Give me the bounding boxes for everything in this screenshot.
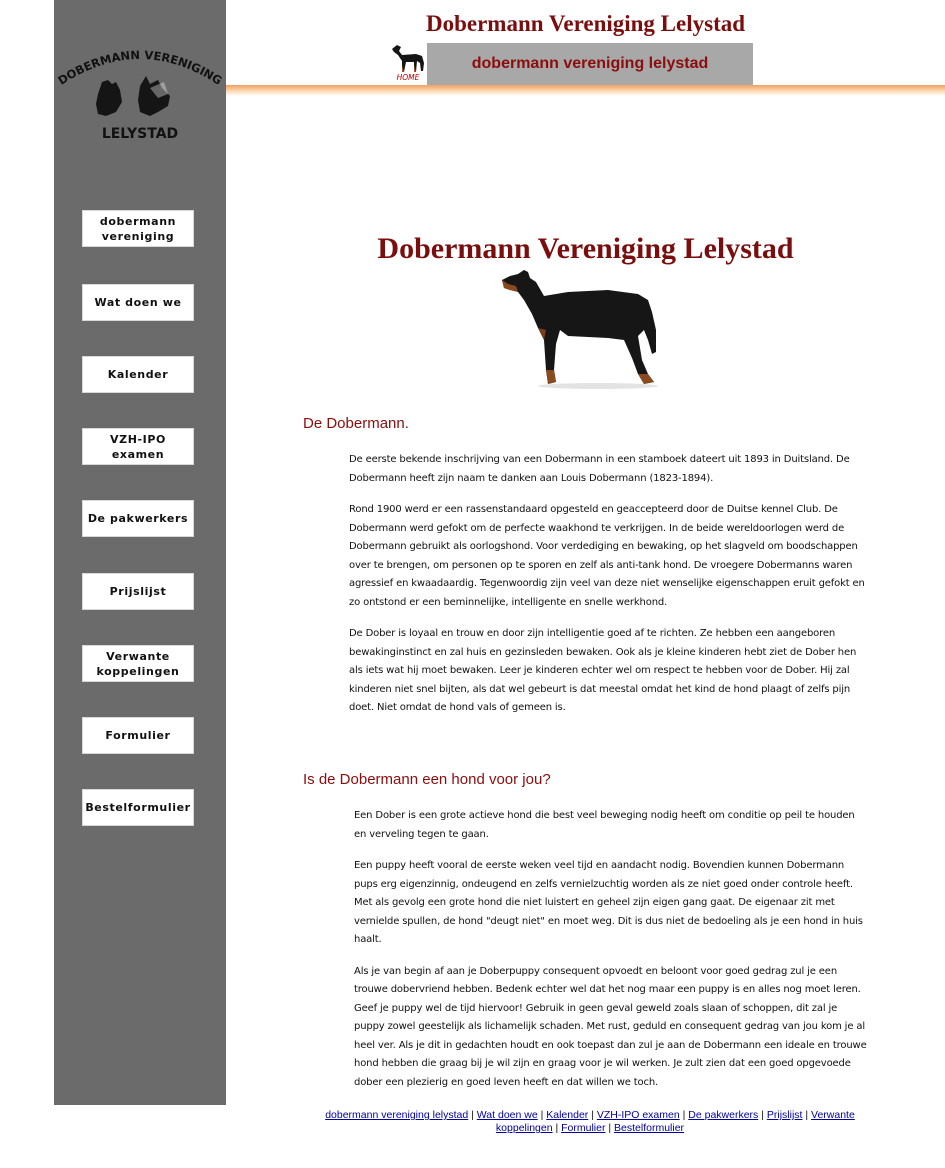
logo-top-text: DOBERMANN VERENIGING [55, 47, 225, 88]
paragraph: Rond 1900 werd er een rassenstandaard opgesteld en geaccepteerd door de Duitse kennel Club. De Dobermann werd gefokt om de perfecte waakhond te verkrijgen. In de beide wereldoorlogen werd de Dobermann gebruikt als oorlogshond. Voor verdediging en bewaking, op het slagveld om boodschappen over te brengen, om personen op te sporen en zelf als anti-tank hond. De vroegere Dobermanns waren agressief en kwaadaardig. Tegenwoordig zijn veel van deze niet wenselijke eigenschappen eruit gefokt en zo ontstond er een beminnelijke, intelligente en snelle werkhond. [349, 504, 865, 608]
nav-button-verwante-koppelingen[interactable]: Verwante koppelingen [82, 645, 194, 682]
section-body-hond-voor-jou [354, 807, 868, 1105]
club-logo [54, 36, 226, 148]
footer-link-verwante-koppelingen[interactable]: Verwante koppelingen [495, 1109, 855, 1134]
footer-separator: | [679, 1109, 689, 1121]
paragraph: Een puppy heeft vooral de eerste weken veel tijd en aandacht nodig. Bovendien kunnen Dobermann pups erg eigenzinnig, ondeugend en zelfs vernielzuchtig worden als ze niet goed onder controle heeft. Met als gevolg een grote hond die niet luistert en geheel zijn eigen gang gaat. De eigenaar zit met vernielde spullen, de hond "deugt niet" en moet weg. Dit is dus niet de bedoeling als je een hond in huis haalt. [354, 860, 863, 945]
header-gradient-rule [226, 85, 945, 96]
nav-button-formulier[interactable]: Formulier [82, 717, 194, 754]
footer-separator: | [605, 1122, 615, 1134]
section-heading-de-dobermann: De Dobermann. [303, 415, 409, 432]
paragraph: De Dober is loyaal en trouw en door zijn intelligentie goed af te richten. Ze hebben een aangeboren bewakinginstinct en zal huis en gezinsleden bewaken. Ook als je kleine kinderen hebt ziet de Dober hen als iets wat hij moet bewaken. Leer je kinderen echter wel om respect te hebben voor de Dober. Hij zal kinderen niet snel bijten, als dat wel gebeurt is dat meestal omdat het kind de hond plaagt of zelfs pijn doet. Niet omdat de hond vals of gemeen is. [349, 628, 857, 713]
footer-separator: | [758, 1109, 767, 1121]
nav-button-dobermann-vereniging[interactable]: dobermann vereniging [82, 210, 194, 247]
home-dog-icon[interactable] [388, 41, 428, 83]
paragraph: Een Dober is een grote actieve hond die best veel beweging nodig heeft om conditie op peil te houden en verveling tegen te gaan. [354, 810, 855, 840]
nav-button-de-pakwerkers[interactable]: De pakwerkers [82, 500, 194, 537]
footer-nav [300, 1109, 880, 1135]
footer-link-de-pakwerkers[interactable]: De pakwerkers [688, 1109, 759, 1121]
footer-separator: | [588, 1109, 597, 1121]
dobermann-photo [498, 270, 660, 390]
footer-separator: | [537, 1109, 547, 1121]
main-heading: Dobermann Vereniging Lelystad [377, 232, 794, 265]
nav-button-prijslijst[interactable]: Prijslijst [82, 573, 194, 610]
footer-link-dobermann-vereniging-lelystad[interactable]: dobermann vereniging lelystad [325, 1109, 469, 1121]
sidebar [54, 0, 226, 1105]
nav-button-bestelformulier[interactable]: Bestelformulier [82, 789, 194, 826]
footer-separator: | [552, 1122, 562, 1134]
footer-link-formulier[interactable]: Formulier [561, 1122, 606, 1134]
footer-link-vzh-ipo-examen[interactable]: VZH-IPO examen [596, 1109, 680, 1121]
footer-separator: | [802, 1109, 812, 1121]
nav-button-wat-doen-we[interactable]: Wat doen we [82, 284, 194, 321]
nav-button-kalender[interactable]: Kalender [82, 356, 194, 393]
site-title: Dobermann Vereniging Lelystad [425, 11, 746, 36]
logo-bottom-text: LELYSTAD [101, 126, 179, 142]
footer-link-prijslijst[interactable]: Prijslijst [766, 1109, 803, 1121]
paragraph: Als je van begin af aan je Doberpuppy consequent opvoedt en beloont voor goed gedrag zul je een trouwe dobervriend hebben. Bedenk echter wel dat het nog maar een puppy is en alles nog moet leren. Geef je puppy wel de tijd hiervoor! Gebruik in geen geval geweld zoals slaan of schoppen, dit zal je puppy zowel geestelijk als lichamelijk schaden. Met rust, geduld en consequent gedrag van jou kom je al heel ver. Als je dit in gedachten houdt en ook toepast dan zul je aan de Dobermann een ideale en trouwe hond hebben die graag bij je wil zijn en graag voor je wil werken. Je zult zien dat een goed opgevoede dober een plezierig en goed leven heeft en dat willen we toch. [354, 965, 867, 1088]
home-label: HOME [396, 73, 420, 82]
footer-link-kalender[interactable]: Kalender [546, 1109, 589, 1121]
paragraph: De eerste bekende inschrijving van een Dobermann in een stamboek dateert uit 1893 in Duitsland. De Dobermann heeft zijn naam te danken aan Louis Dobermann (1823-1894). [349, 454, 850, 484]
header-banner: dobermann vereniging lelystad [427, 43, 753, 85]
section-heading-hond-voor-jou: Is de Dobermann een hond voor jou? [303, 771, 551, 788]
footer-link-bestelformulier[interactable]: Bestelformulier [614, 1122, 685, 1134]
section-body-de-dobermann [349, 451, 869, 731]
nav-button-vzh-ipo-examen[interactable]: VZH-IPO examen [82, 428, 194, 465]
footer-link-wat-doen-we[interactable]: Wat doen we [476, 1109, 538, 1121]
footer-separator: | [468, 1109, 477, 1121]
svg-text:DOBERMANN VERENIGING [55, 48, 224, 88]
